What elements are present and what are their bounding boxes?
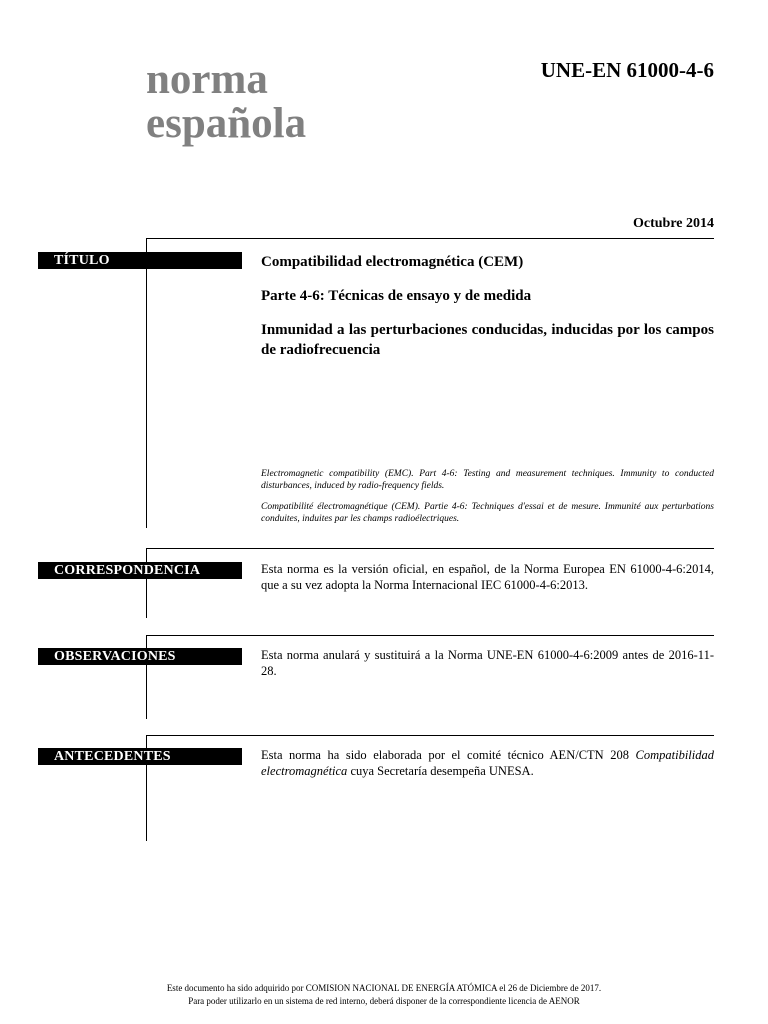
antecedentes-committee-name: Compatibilidad electromagnética — [261, 748, 714, 778]
section-divider-correspondencia — [146, 548, 714, 549]
license-footer — [0, 982, 768, 1008]
title-english: Electromagnetic compatibility (EMC). Part 4-6: Testing and measurement techniques. Immunity to conducted disturbances, induced by radio-frequency fields. — [261, 469, 714, 491]
antecedentes-text-start: Esta norma ha sido elaborada por el comité técnico AEN/CTN 208 — [261, 748, 636, 762]
brand-title — [146, 58, 306, 146]
footer-line-2: Para poder utilizarlo en un sistema de red interno, deberá disponer de la correspondiente licencia de AENOR — [188, 996, 580, 1006]
section-vline-correspondencia — [146, 548, 147, 618]
section-divider-antecedentes — [146, 735, 714, 736]
section-content-observaciones — [261, 647, 714, 679]
antecedentes-text — [261, 747, 714, 779]
section-label-observaciones: OBSERVACIONES — [38, 648, 242, 665]
footer-line-1: Este documento ha sido adquirido por COMISION NACIONAL DE ENERGÍA ATÓMICA el 26 de Diciembre de 2017. — [166, 983, 602, 993]
title-main: Compatibilidad electromagnética (CEM) — [261, 254, 524, 270]
observaciones-text: Esta norma anulará y sustituirá a la Norma UNE-EN 61000-4-6:2009 antes de 2016-11-28. — [261, 648, 714, 678]
section-label-titulo: TÍTULO — [38, 252, 242, 269]
section-translations — [261, 468, 714, 534]
publication-date: Octubre 2014 — [632, 216, 714, 231]
standard-code: UNE-EN 61000-4-6 — [540, 58, 714, 82]
section-label-correspondencia: CORRESPONDENCIA — [38, 562, 242, 579]
section-divider-titulo — [146, 238, 714, 239]
section-vline-titulo — [146, 238, 147, 528]
section-content-titulo — [261, 252, 714, 374]
title-subject: Inmunidad a las perturbaciones conducidas, inducidas por los campos de radiofrecuencia — [261, 322, 714, 358]
brand-line-1: norma — [146, 56, 268, 103]
title-french: Compatibilité électromagnétique (CEM). Partie 4-6: Techniques d'essai et de mesure. Immunité aux perturbations conduites, induites par les champs radioélectriques. — [261, 502, 714, 524]
brand-line-2: española — [146, 100, 307, 147]
antecedentes-text-end: cuya Secretaría desempeña UNESA. — [347, 764, 534, 778]
title-part: Parte 4-6: Técnicas de ensayo y de medida — [261, 288, 532, 304]
section-label-antecedentes: ANTECEDENTES — [38, 748, 242, 765]
section-content-correspondencia — [261, 561, 714, 593]
correspondencia-text: Esta norma es la versión oficial, en español, de la Norma Europea EN 61000-4-6:2014, que a su vez adopta la Norma Internacional IEC 61000-4-6:2013. — [261, 562, 714, 592]
section-divider-observaciones — [146, 635, 714, 636]
section-content-antecedentes — [261, 747, 714, 779]
